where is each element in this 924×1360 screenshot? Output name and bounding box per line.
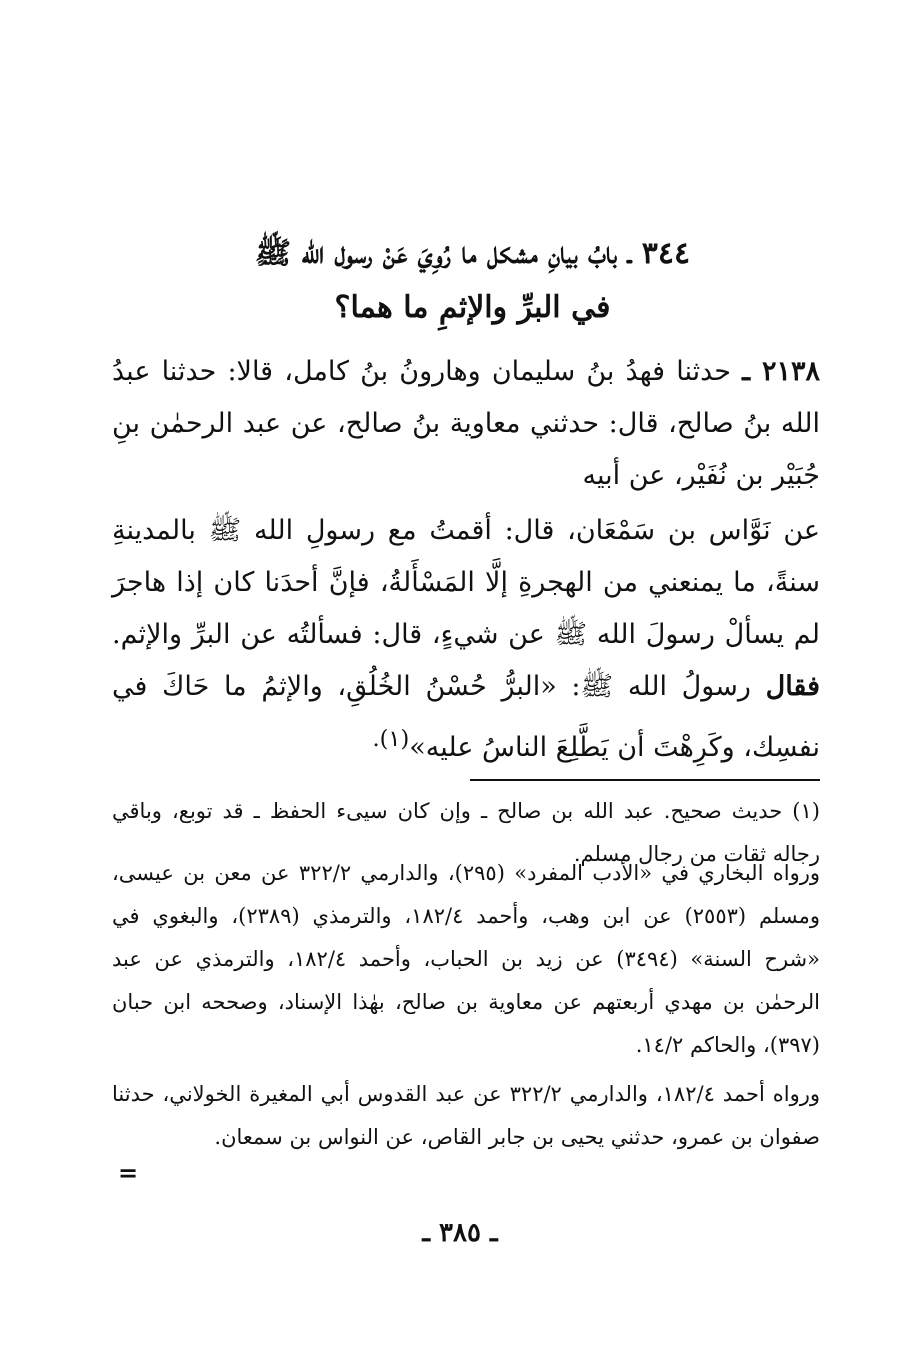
footnote-2: ورواه البخاري في «الأدب المفرد» (٢٩٥)، والدارمي ٣٢٢/٢ عن معن بن عيسى، ومسلم (٢٥٥٣) عن ابن وهب، وأحمد ١٨٢/٤، والترمذي (٢٣٨٩)، والبغوي في «شرح السنة» (٣٤٩٤) عن زيد بن الحباب، وأحمد ١٨٢/٤، والترمذي عن عبد الرحمٰن بن مهدي أربعتهم عن معاوية بن صالح، بهٰذا الإسناد، وصححه ابن حبان (٣٩٧)، والحاكم ١٤/٢. xyxy=(112,861,821,1057)
hadith-number: ٢١٣٨ ـ xyxy=(742,356,820,387)
hadith-isnad: حدثنا فهدُ بنُ سليمان وهارونُ بنُ كامل، قالا: حدثنا عبدُ الله بنُ صالح، قال: حدثني معاوية بنُ صالح، عن عبد الرحمٰن بنِ جُبَيْر بن نُفَيْر، عن أبيه xyxy=(112,356,820,491)
chapter-title-line-1: ٣٤٤ ـ بابُ بيانِ مشكل ما رُوِيَ عَنْ رسول الله ﷺ xyxy=(254,236,691,271)
chapter-title-line-2: في البرِّ والإثمِ ما هما؟ xyxy=(334,290,611,325)
page-number: ـ ٣٨٥ ـ xyxy=(422,1218,498,1248)
footnote-separator xyxy=(470,779,820,781)
hadith-matn-paragraph xyxy=(112,505,820,774)
hadith-matn-emphasis: فقال xyxy=(765,671,820,702)
hadith-matn-part-2: رسولُ الله ﷺ: «البرُّ حُسْنُ الخُلُقِ، والإثمُ ما حَاكَ في نفسِك، وكَرِهْتَ أن يَطَّلِعَ الناسُ عليه» xyxy=(112,671,820,763)
hadith-isnad-paragraph xyxy=(112,346,820,502)
footnote-1: (١) حديث صحيح. عبد الله بن صالح ـ وإن كان سيىء الحفظ ـ قد توبع، وباقي رجاله ثقات من رجال مسلم. xyxy=(112,799,820,866)
continuation-mark: = xyxy=(118,1158,139,1187)
footnote-reference: (١). xyxy=(372,726,410,752)
footnote-3: ورواه أحمد ١٨٢/٤، والدارمي ٣٢٢/٢ عن عبد القدوس أبي المغيرة الخولاني، حدثنا صفوان بن عمرو، حدثني يحيى بن جابر القاص، عن النواس بن سمعان. xyxy=(112,1082,820,1149)
hadith-matn-part-1: عن نَوَّاس بن سَمْعَان، قال: أقمتُ مع رسولِ الله ﷺ بالمدينةِ سنةً، ما يمنعني من الهجرةِ إلَّا المَسْأَلةُ، فإنَّ أحدَنا كان إذا هاجرَ لم يسألْ رسولَ الله ﷺ عن شيءٍ، قال: فسألتُه عن البرِّ والإثم. xyxy=(112,515,820,650)
